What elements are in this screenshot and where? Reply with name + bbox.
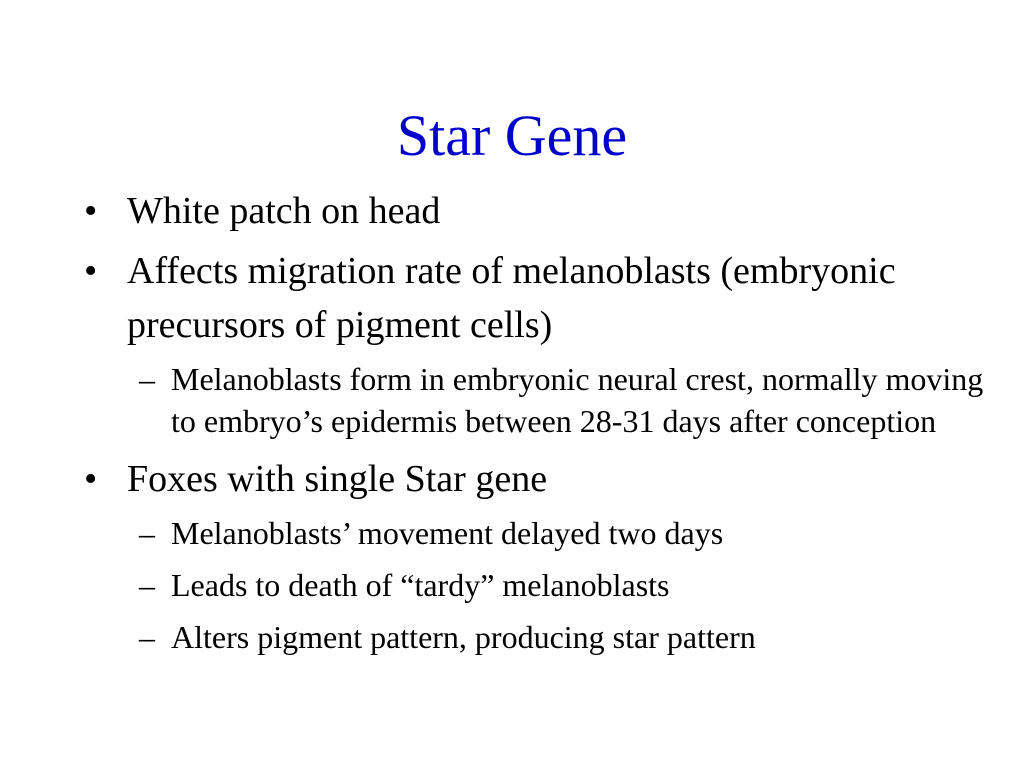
bullet-marker: •	[84, 190, 98, 232]
sub-bullet-text: Leads to death of “tardy” melanoblasts	[171, 567, 670, 603]
sub-bullet-neural-crest	[139, 358, 984, 442]
bullet-marker: •	[84, 250, 98, 292]
bullet-item-single-star-gene	[84, 452, 984, 506]
sub-bullet-star-pattern	[139, 616, 984, 658]
sub-bullet-text: Melanoblasts form in embryonic neural crest, normally moving to embryo’s epidermis between 28-31 days after conception	[171, 361, 984, 439]
dash-marker: –	[139, 619, 155, 655]
bullet-text: Affects migration rate of melanoblasts (embryonic precursors of pigment cells)	[127, 250, 896, 346]
bullet-text: White patch on head	[127, 190, 441, 232]
sub-bullet-movement-delayed	[139, 512, 984, 554]
bullet-marker: •	[84, 458, 98, 500]
bullet-text: Foxes with single Star gene	[127, 458, 548, 500]
sub-bullet-tardy-melanoblasts	[139, 564, 984, 606]
dash-marker: –	[139, 361, 155, 397]
sub-bullet-text: Alters pigment pattern, producing star pattern	[171, 619, 756, 655]
dash-marker: –	[139, 567, 155, 603]
dash-marker: –	[139, 515, 155, 551]
bullet-item-white-patch	[84, 184, 984, 238]
bullet-list	[84, 184, 984, 668]
bullet-item-migration-rate	[84, 244, 984, 352]
slide-title: Star Gene	[396, 103, 628, 168]
sub-bullet-text: Melanoblasts’ movement delayed two days	[171, 515, 724, 551]
